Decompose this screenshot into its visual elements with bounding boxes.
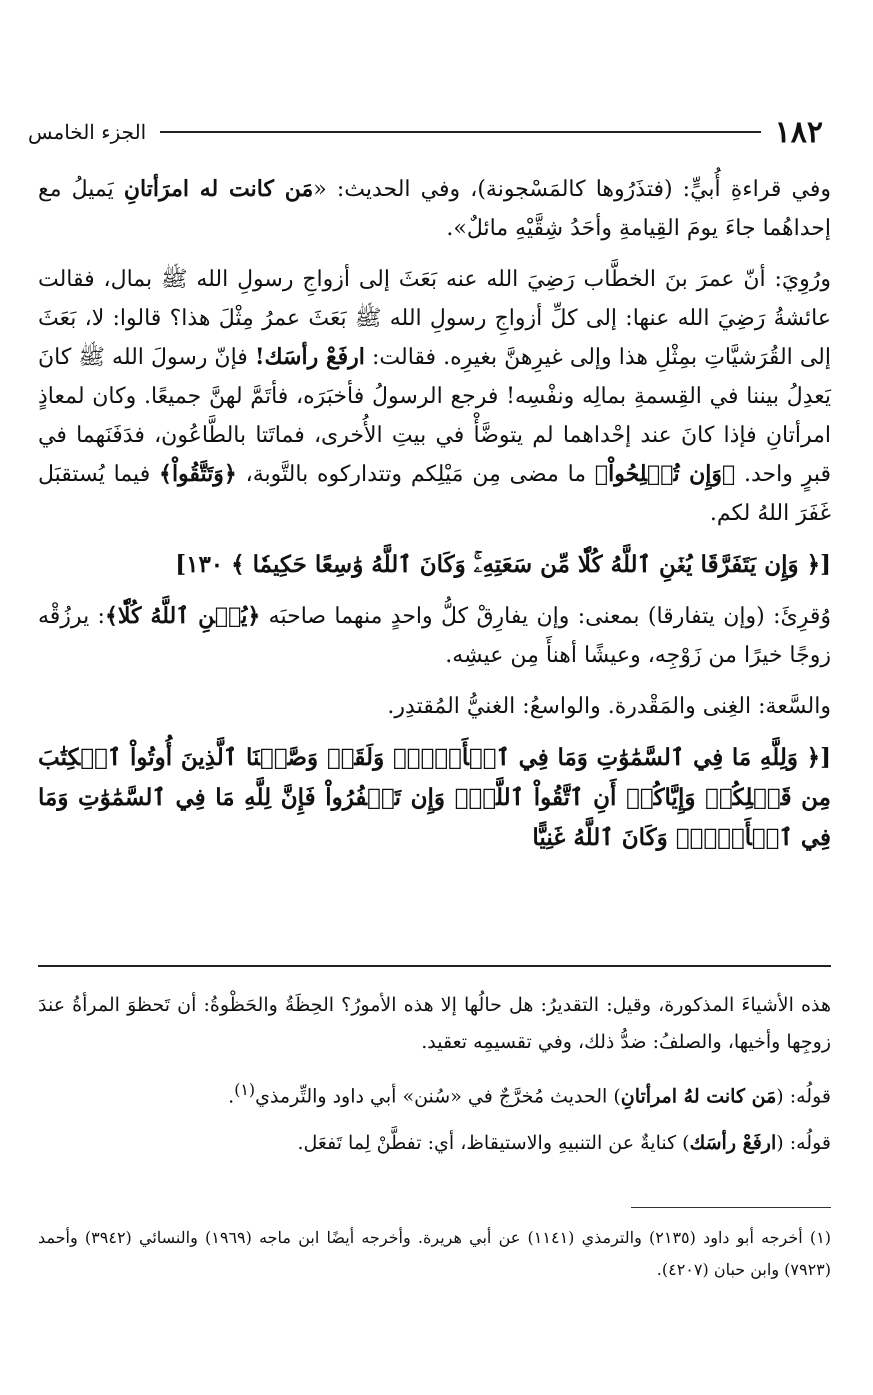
p2-text-e: ما مضى مِن مَيْلِكم وتتداركوه بالتَّوبة، <box>236 462 595 487</box>
paragraph-1 <box>38 170 831 248</box>
commentary-2 <box>38 1071 831 1115</box>
commentary-3 <box>38 1125 831 1162</box>
paragraph-3 <box>38 597 831 675</box>
paragraph-4: والسَّعة: الغِنى والمَقْدرة. والواسعُ: الغنيُّ المُقتدِر. <box>387 694 831 719</box>
p2-text-c: فإنّ رسولَ الله ﷺ كانَ يَعدِلُ بيننا في القِسمةِ بمالِه ونفْسِه! فرجع الرسولُ فأخبَرَه، فأتَمَّ لهنَّ جميعًا. وكان لمعاذٍ امرأتانِ فإذا كانَ عند إحْداهما لم يتوضَّأْ في بيتِ الأُخرى، فماتَتا بالطَّاعُون، فدَفَنَهما في قبرٍ واحد. <box>38 345 831 487</box>
c3-text-c: ) كنايةٌ عن التنبيهِ والاستيقاظ، أي: تفطَّنْ لِما تَفعَل. <box>297 1132 690 1155</box>
footnote-ref[interactable]: (١) <box>234 1080 256 1099</box>
main-text <box>38 170 831 870</box>
p1-text-a: وفي قراءةِ أُبيٍّ: (فتذَرُوها كالمَسْجونة)، وفي الحديث: « <box>313 177 831 202</box>
commentary-1: هذه الأشياءَ المذكورة، وقيل: التقديرُ: هل حالُها إلا هذه الأمورُ؟ الحِظَةُ والحَظْوةُ: أن تَحظوَ المرأةُ عندَ زوجِها وأخيها، والصلفُ: ضدُّ ذلك، وفي تقسيمِه تعقيد. <box>38 994 831 1053</box>
p3-text-a: وُقرِئَ: (وإن يتفارقا) بمعنى: وإن يفارِقْ كلُّ واحدٍ منهما صاحبَه <box>260 604 831 629</box>
verse-130: [﴿ وَإِن يَتَفَرَّقَا يُغۡنِ ٱللَّهُ كُلّٗا مِّن سَعَتِهِۦۚ وَكَانَ ٱللَّهُ وَٰسِعًا حَكِيمٗا ﴾ ١٣٠] <box>175 551 831 578</box>
header-rule <box>160 131 760 133</box>
quran-fragment-3: ﴿يُغۡنِ ٱللَّهُ كُلّٗا﴾ <box>104 603 261 629</box>
p2-text-g: فيما يُستقبَل غَفَرَ اللهُ لكم. <box>38 462 831 526</box>
page-number: ١٨٢ <box>774 114 823 150</box>
commentary-section <box>38 965 831 1172</box>
quote-raise-head: ارفَعْ رأسَك! <box>254 344 365 370</box>
c2-end: . <box>228 1085 235 1108</box>
running-head: الجزء الخامس <box>28 120 147 144</box>
quran-fragment-1: ﴿وَإِن تُصۡلِحُواْ﴾ <box>594 461 736 487</box>
footnote: (١) أخرجه أبو داود (٢١٣٥) والترمذي (١١٤١) عن أبي هريرة. وأخرجه أيضًا ابن ماجه (١٩٦٩) والنسائي (٣٩٤٢) وأحمد (٧٩٢٣) وابن حبان (٤٢٠٧). <box>38 1228 832 1279</box>
c3-phrase: ارفَعْ رأسَك <box>689 1132 777 1155</box>
footnote-rule <box>631 1207 831 1208</box>
c3-text-a: قولُه: ( <box>776 1132 831 1155</box>
p2-text-a: ورُوِيَ: أنّ عمرَ بنَ الخطَّاب رَضِيَ الله عنه بَعَثَ إلى أزواجِ رسولِ الله ﷺ بمال، فقالت عائشةُ رَضِيَ الله عنها: إلى كلِّ أزواجِ رسولِ الله ﷺ بَعَثَ عمرُ مِثْلَ هذا؟ قالوا: لا، بَعَثَ إلى القُرَشيَّاتِ بمِثْلِ هذا وإلى غيرِهنَّ بغيرِه. فقالت: <box>38 267 831 370</box>
p3-text-c: : يرزُقْه زوجًا خيرًا من زَوْجِه، وعيشًا أهنأَ مِن عيشِه. <box>38 604 831 668</box>
verse-131: [﴿ وَلِلَّهِ مَا فِي ٱلسَّمَٰوَٰتِ وَمَا فِي ٱلۡأَرۡضِۗ وَلَقَدۡ وَصَّيۡنَا ٱلَّذِينَ أُوتُواْ ٱلۡكِتَٰبَ مِن قَبۡلِكُمۡ وَإِيَّاكُمۡ أَنِ ٱتَّقُواْ ٱللَّهَۚ وَإِن تَكۡفُرُواْ فَإِنَّ لِلَّهِ مَا فِي ٱلسَّمَٰوَٰتِ وَمَا فِي ٱلۡأَرۡضِۚ وَكَانَ ٱللَّهُ غَنِيًّا <box>38 744 831 851</box>
c2-hadith: مَن كانت لهُ امرأتانِ <box>620 1085 777 1108</box>
page-header <box>28 112 823 152</box>
p1-text-c: يَميلُ مع إحداهُما جاءَ يومَ القِيامةِ وأحَدُ شِقَّيْهِ مائلٌ». <box>38 177 831 241</box>
quran-fragment-2: ﴿وَتَتَّقُواْ﴾ <box>159 461 237 487</box>
c2-text-a: قولُه: ( <box>776 1085 831 1108</box>
c2-text-c: ) الحديث مُخرَّجٌ في «سُنن» أبي داود والتِّرمذي <box>255 1085 621 1108</box>
hadith-quote: مَن كانت له امرَأتانِ <box>123 176 314 202</box>
paragraph-2 <box>38 260 831 533</box>
